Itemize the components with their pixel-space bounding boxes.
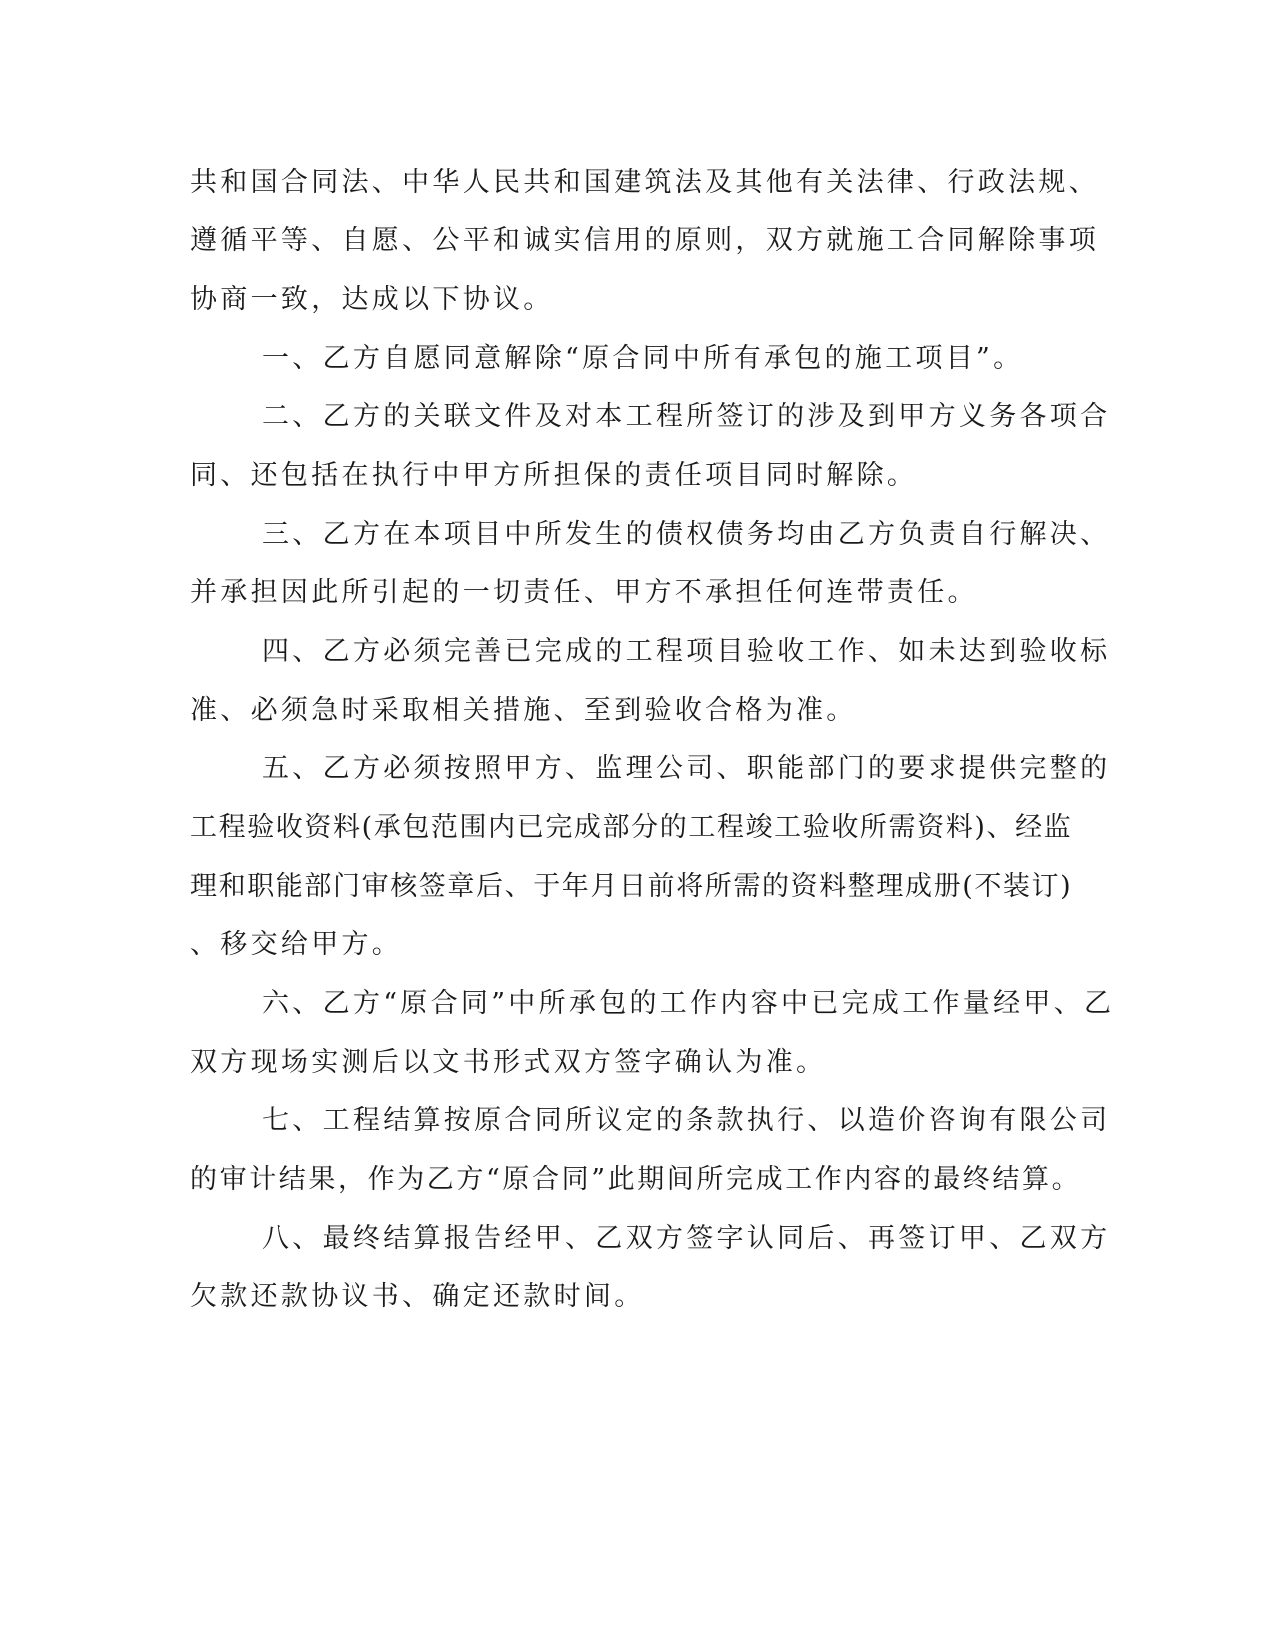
text-line: 的审计结果，作为乙方“原合同”此期间所完成工作内容的最终结算。 bbox=[190, 1164, 1082, 1195]
text-line: 并承担因此所引起的一切责任、甲方不承担任何连带责任。 bbox=[190, 577, 978, 608]
clause-3-line: 三、乙方在本项目中所发生的债权债务均由乙方负责自行解决、 bbox=[262, 519, 1111, 550]
clause-8-line: 八、最终结算报告经甲、乙双方签字认同后、再签订甲、乙双方 bbox=[262, 1223, 1111, 1254]
text-line: 欠款还款协议书、确定还款时间。 bbox=[190, 1281, 645, 1312]
text-line: 共和国合同法、中华人民共和国建筑法及其他有关法律、行政法规、 bbox=[190, 167, 1099, 198]
clause-5-line: 五、乙方必须按照甲方、监理公司、职能部门的要求提供完整的 bbox=[262, 753, 1111, 784]
text-line: 、移交给甲方。 bbox=[190, 929, 403, 960]
clause-2-line: 二、乙方的关联文件及对本工程所签订的涉及到甲方义务各项合 bbox=[262, 401, 1111, 432]
text-line: 理和职能部门审核签章后、于年月日前将所需的资料整理成册(不装订) bbox=[190, 871, 1073, 902]
clause-7-line: 七、工程结算按原合同所议定的条款执行、以造价咨询有限公司 bbox=[262, 1105, 1111, 1136]
clause-4-line: 四、乙方必须完善已完成的工程项目验收工作、如未达到验收标 bbox=[262, 636, 1111, 667]
clause-1-line: 一、乙方自愿同意解除“原合同中所有承包的施工项目”。 bbox=[262, 343, 1024, 374]
text-line: 同、还包括在执行中甲方所担保的责任项目同时解除。 bbox=[190, 460, 918, 491]
text-line: 双方现场实测后以文书形式双方签字确认为准。 bbox=[190, 1047, 827, 1078]
text-line: 协商一致，达成以下协议。 bbox=[190, 284, 554, 315]
text-line: 遵循平等、自愿、公平和诚实信用的原则，双方就施工合同解除事项 bbox=[190, 225, 1099, 256]
text-line: 工程验收资料(承包范围内已完成部分的工程竣工验收所需资料)、经监 bbox=[190, 812, 1073, 843]
clause-6-line: 六、乙方“原合同”中所承包的工作内容中已完成工作量经甲、乙 bbox=[262, 988, 1115, 1019]
text-line: 准、必须急时采取相关措施、至到验收合格为准。 bbox=[190, 695, 857, 726]
